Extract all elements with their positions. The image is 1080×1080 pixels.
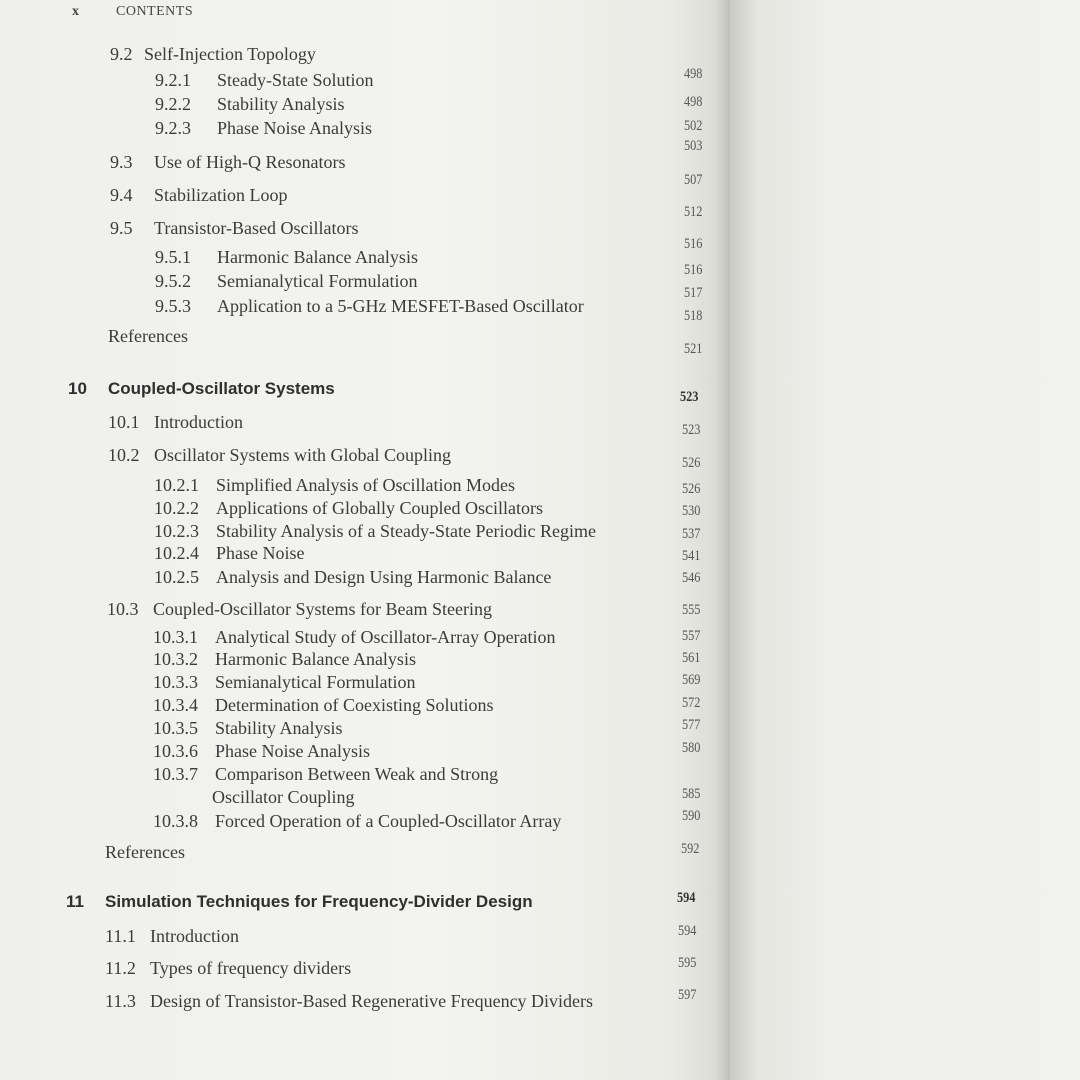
page-number: 526 bbox=[682, 481, 701, 497]
page-folio: x bbox=[72, 4, 79, 19]
page-number: 561 bbox=[682, 650, 701, 666]
page-number: 557 bbox=[682, 628, 701, 644]
page-number: 526 bbox=[682, 455, 701, 471]
left-page: x CONTENTS 9.2 Self-Injection Topology 9.2.1 Steady-State Solution 498 9.2.2 Stability Analysis 498 9.2.3 Phase Noise Analysis 502 503 9.3 Use of High-Q Resonators 507 9.4 Stabilization Loop 512 9.5 Transistor-Based Oscillators 516 9.5.1 Harmonic Balance Analysis 516 9.5.2 Semianalytical Formulation 517 9.5.3 Application to a 5-GHz MESFET-Based Oscillator 518 References 521 10 Coupled-Oscillator Systems 523 10.1 Introduction 523 10.2 Oscillator Systems with Global Coupling 526 10.2.1 Simplified Analysis of Oscillation Modes 526 10.2.2 Applications of Globally Coupled Oscillators 530 10.2.3 Stability Analysis of a Steady-State Periodic Regime 537 10.2.4 Phase Noise 541 10.2.5 Analysis and Design Using Harmonic Balance 546 10.3 Coupled-Oscillator Systems for Beam Steering 555 10.3.1 Analytical Study of Oscillator-Array Operation 557 10.3.2 Harmonic Balance Analysis 561 10.3.3 Semianalytical Formulation 569 10.3.4 Determination of Coexisting Solutions 572 10.3.5 Stability Analysis 577 10.3.6 Phase Noise Analysis 580 10.3.7 Comparison Between Weak and Strong Oscillator Coupling 585 10.3.8 Forced Operation of a Coupled-Oscillator Array 590 References 592 11 Simulation Techniques for Frequency-Divider Design 594 11.1 Introduction 594 11.2 Types of frequency dividers 595 11.3 Design of Transistor-Based Regenerative Frequency Dividers 597 bbox=[0, 0, 730, 1080]
page-number: 523 bbox=[680, 389, 699, 405]
page-number: 594 bbox=[678, 923, 697, 939]
page-number: 507 bbox=[684, 172, 703, 188]
page-number: 541 bbox=[682, 548, 701, 564]
right-toc-list bbox=[730, 0, 1080, 1080]
page-number: 590 bbox=[682, 808, 701, 824]
page-number: 585 bbox=[682, 786, 701, 802]
page-number: 555 bbox=[682, 602, 701, 618]
page-number: 546 bbox=[682, 570, 701, 586]
page-number: 592 bbox=[681, 841, 700, 857]
page-number: 516 bbox=[684, 236, 703, 252]
running-title: CONTENTS bbox=[116, 4, 194, 19]
page-number: 569 bbox=[682, 672, 701, 688]
page-number: 502 bbox=[684, 118, 703, 134]
page-number: 512 bbox=[684, 204, 703, 220]
page-number: 530 bbox=[682, 503, 701, 519]
page-number: 595 bbox=[678, 955, 697, 971]
page-number: 517 bbox=[684, 285, 703, 301]
page-number: 572 bbox=[682, 695, 701, 711]
page-number: 577 bbox=[682, 717, 701, 733]
page-number: 537 bbox=[682, 526, 701, 542]
page-number: 521 bbox=[684, 341, 703, 357]
right-page bbox=[730, 0, 1080, 1080]
page-number: 523 bbox=[682, 422, 701, 438]
page-number: 498 bbox=[684, 66, 703, 82]
page-number: 518 bbox=[684, 308, 703, 324]
page-number: 597 bbox=[678, 987, 697, 1003]
page-number: 516 bbox=[684, 262, 703, 278]
page-number: 580 bbox=[682, 740, 701, 756]
page-number: 594 bbox=[677, 890, 696, 906]
page-number: 498 bbox=[684, 94, 703, 110]
page-number: 503 bbox=[684, 138, 703, 154]
